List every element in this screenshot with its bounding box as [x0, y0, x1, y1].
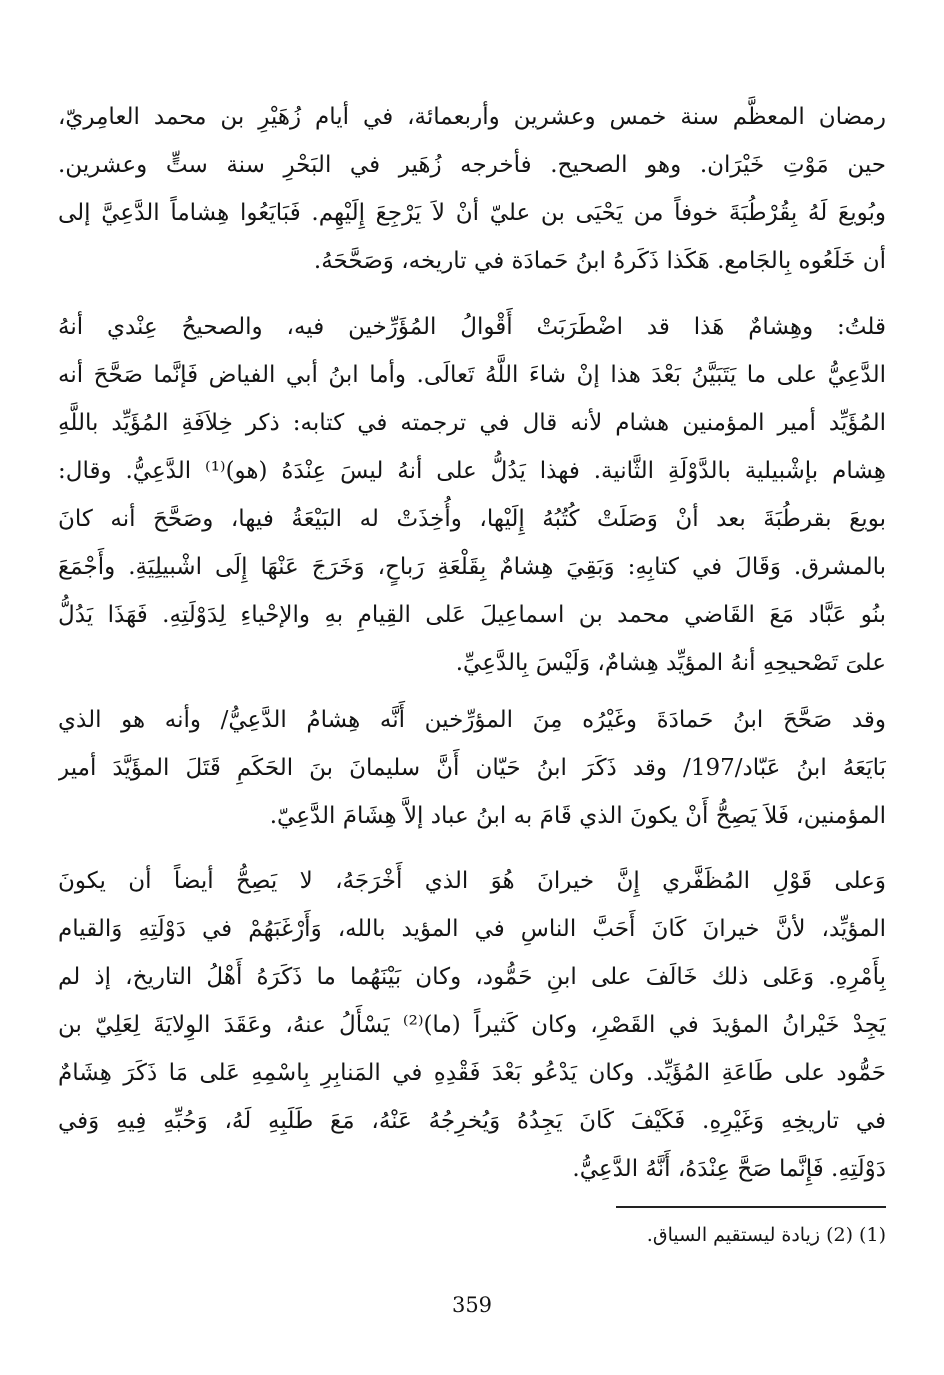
text-line: حين مَوْتِ خَيْرَان. وهو الصحيح. فأخرجه زُهَير في البَحْرِ سنة ستٍّ وعشرين. [58, 152, 886, 178]
text-line: رمضان المعظَّم سنة خمس وعشرين وأربعمائة، في أيام زُهَيْرِ بن محمد العامِريّ، [58, 104, 886, 130]
text-line: المُؤَيِّد أمير المؤمنين هشام لأنه قال في ترجمته في كتابه: ذكر خِلاَفَةِ المُؤَيِّد باللَّهِ [58, 410, 886, 436]
text-line: حَمُّود على طَاعَةِ المُؤَيِّد. وكان يَدْعُو بَعْدَ فَقْدِهِ في المَنابِرِ بِاسْمِهِ عَلى مَا ذَكَرَ هِشَامٌ [58, 1060, 886, 1086]
text-line: المؤيِّد، لأنَّ خيرانَ كَانَ أَحَبَّ الناسِ في المؤيد بالله، وَأَرْغَبَهُمْ في دَوْلَتِهِ وَالقيام [58, 916, 886, 942]
text-line: بويعَ بقرطُبَةَ بعد أنْ وَصَلَتْ كُتُبُهُ إِلَيْها، وأُخِذَتْ له البَيْعَةُ فيها، وصَحَّحَ أنه كانَ [58, 506, 886, 532]
text-line: في تاريخِهِ وَغَيْرِهِ. فَكَيْفَ كَانَ يَجِدُهُ وَيُخرِجُهُ عَنْهُ، مَعَ طَلَبِهِ لَهُ، وَحُبِّهِ فِيهِ وَفي [58, 1108, 886, 1134]
text-line: وبُويعَ لَهُ بِقُرْطُبَةَ خوفاً من يَحْيَى بن عليّ أنْ لاَ يَرْجِعَ إِلَيْهِم. فَبَايَعُوا هِشاماً الدَّعِيَّ إلى [58, 200, 886, 226]
text-line: وقد صَحَّحَ ابنُ حَمادَةَ وغَيْرُه مِنَ المؤرِّخين أَنَّه هِشامُ الدَّعِيُّ/ وأنه هو الذي [58, 707, 886, 733]
text-line: علىَ تَصْحيحِهِ أنهُ المؤيِّد هِشامٌ، وَلَيْسَ بِالدَّعِيِّ. [455, 650, 886, 676]
text-line: بِأَمْرِهِ. وَعَلى ذلك خَالَفَ على ابنِ حَمُّود، وكان بَيْنَهُما ما ذَكَرَهُ أَهْلُ التاريخ، إذ لم [58, 964, 886, 990]
text-line: أن خَلَعُوه بِالجَامع. هَكَذا ذَكَرهُ ابنُ حَمادَة في تاريخه، وَصَحَّحَهُ. [313, 248, 886, 274]
text-line: يَجِدْ خَيْرانُ المؤيدَ في القَصْرِ، وكان كَثيراً (ما)⁽²⁾ يَسْأَلُ عنهُ، وعَقَدَ الوِلايَةَ لِعَلِيّ بن [58, 1012, 886, 1038]
text-line: بالمشرق. وَقَالَ في كتابِهِ: وَبَقِيَ هِشامٌ بِقَلْعَةِ رَباحٍ، وَخَرَجَ عَنْهَا إِلَى اشْبيلِيَةِ. وأَجْمَعَ [58, 554, 886, 580]
text-line: المؤمنين، فَلاَ يَصِحُّ أَنْ يكونَ الذي قَامَ به ابنُ عباد إلاَّ هِشَامَ الدَّعِيّ. [269, 803, 886, 829]
paragraph-4 [58, 857, 886, 1193]
text-line: وَعلى قَوْلِ المُظَفَّري إِنَّ خيرانَ هُوَ الذي أَخْرَجَهُ، لا يَصِحُّ أيضاً أن يكونَ [58, 868, 886, 894]
text-line: هِشام بإشْبيلية بالدَّوْلَةِ الثَّانية. فهذا يَدُلُّ على أنهُ ليسَ عِنْدَهُ (هو)⁽¹⁾ الدَّعِيُّ. وقال: [58, 458, 886, 484]
paragraph-3 [58, 696, 886, 840]
text-line: بنُو عَبَّاد مَعَ القَاضي محمد بن اسماعِيلَ عَلى القِيامِ بهِ والإحْياءِ لِدَوْلَتِهِ. فَهَذَا يَدُلُّ [58, 602, 886, 628]
footnote-divider [616, 1206, 886, 1208]
text-line: دَوْلَتِهِ. فَإِنَّما صَحَّ عِنْدَهُ، أَنَّهُ الدَّعِيُّ. [572, 1156, 886, 1182]
text-line: الدَّعِيُّ على ما يَتَبَيَّنُ بَعْدَ هذا إنْ شاءَ اللَّهُ تَعالَى. وأما ابنُ أبي الفياض فَإنَّما صَحَّحَ أنه [58, 362, 886, 388]
footnote: (1) (2) زيادة ليستقيم السياق. [646, 1224, 886, 1246]
text-line: بَايَعَهُ ابنُ عَبّاد/197/ وقد ذَكَرَ ابنُ حَيّان أَنَّ سليمانَ بنَ الحَكَمِ قَتَلَ المؤَيَّدَ أمير [58, 755, 886, 781]
paragraph-1 [58, 93, 886, 285]
page-number: 359 [451, 1293, 493, 1317]
text-line: قلتُ: وهِشامٌ هَذا قد اضْطَرَبَتْ أَقْوالُ المُؤَرِّخين فيه، والصحيحُ عِنْدي أنهُ [58, 314, 886, 340]
paragraph-2 [58, 303, 886, 687]
